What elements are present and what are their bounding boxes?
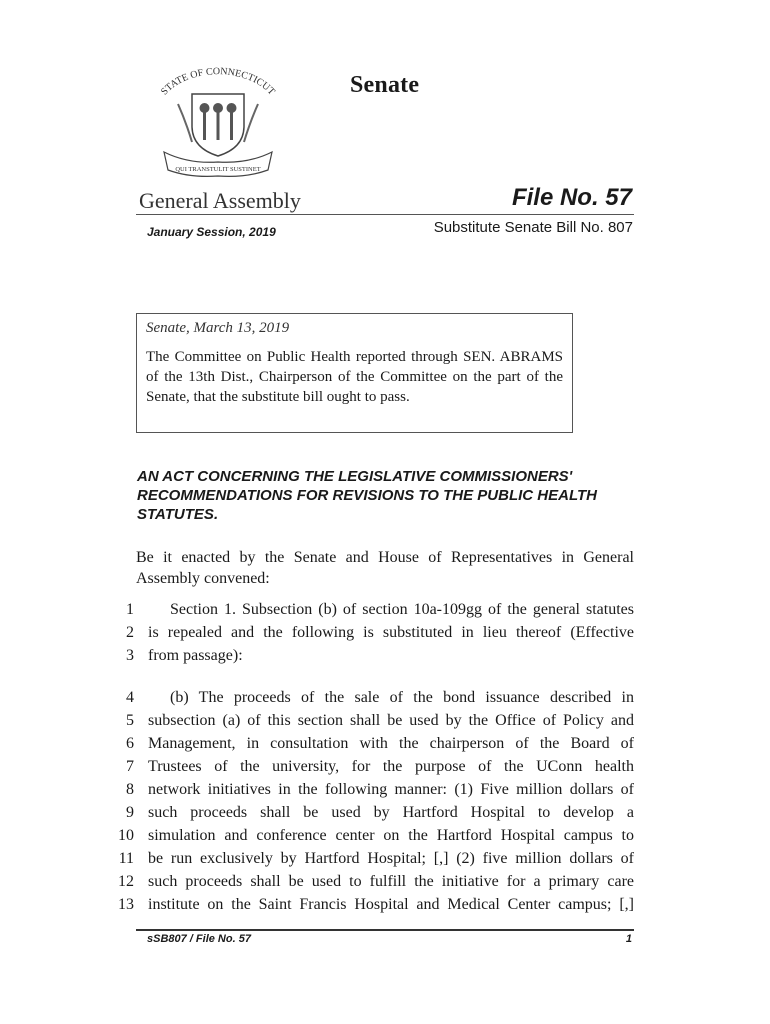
section-1-intro: [112, 598, 634, 667]
line-text: institute on the Saint Francis Hospital and Medical Center campus; [,]: [148, 896, 634, 913]
bill-line: [112, 755, 634, 778]
line-text: network initiatives in the following manner: (1) Five million dollars of: [148, 781, 634, 798]
line-number: 13: [118, 896, 134, 913]
seal-text-top: STATE OF CONNECTICUT: [159, 66, 277, 98]
bill-line: [112, 686, 634, 709]
session-label: January Session, 2019: [147, 225, 276, 239]
bill-line: [112, 824, 634, 847]
connecticut-seal-icon: [148, 64, 288, 182]
bill-line: [112, 598, 634, 621]
line-text: Section 1. Subsection (b) of section 10a-109gg of the general statutes: [170, 601, 634, 618]
bill-line: [112, 644, 634, 667]
line-text: is repealed and the following is substituted in lieu thereof (Effective: [148, 624, 634, 641]
committee-report-box: [136, 313, 573, 433]
file-number: File No. 57: [511, 184, 632, 211]
report-text: The Committee on Public Health reported through SEN. ABRAMS of the 13th Dist., Chairperson of the Committee on the part of the Senate, that the substitute bill ought to pass.: [146, 349, 563, 405]
line-number: 6: [126, 735, 134, 752]
line-number: 5: [126, 712, 134, 729]
bill-line: [112, 709, 634, 732]
line-number: 4: [126, 689, 134, 706]
seal-motto: QUI TRANSTULIT SUSTINET: [175, 166, 261, 173]
line-text: simulation and conference center on the Hartford Hospital campus to: [148, 827, 634, 844]
line-number: 1: [126, 601, 134, 618]
bill-line: [112, 778, 634, 801]
bill-line: [112, 621, 634, 644]
bill-line: [112, 801, 634, 824]
report-date: Senate, March 13, 2019: [146, 320, 290, 336]
header-divider: [136, 214, 634, 215]
act-title: AN ACT CONCERNING THE LEGISLATIVE COMMISSIONERS' RECOMMENDATIONS FOR REVISIONS TO THE PUBLIC HEALTH STATUTES.: [137, 468, 598, 523]
general-assembly-label: General Assembly: [139, 188, 301, 213]
chamber-title: Senate: [350, 72, 420, 98]
subsection-b: [112, 686, 634, 916]
line-number: 7: [126, 758, 134, 775]
line-number: 3: [126, 647, 134, 664]
line-number: 10: [118, 827, 134, 844]
line-text: subsection (a) of this section shall be used by the Office of Policy and: [148, 712, 634, 729]
bill-line: [112, 847, 634, 870]
line-text: Trustees of the university, for the purpose of the UConn health: [148, 758, 634, 775]
svg-text:STATE OF CONNECTICUT: [159, 66, 277, 97]
bill-line: [112, 732, 634, 755]
footer-bill-reference: sSB807 / File No. 57: [147, 933, 251, 945]
line-text: such proceeds shall be used to fulfill the initiative for a primary care: [148, 873, 634, 890]
line-number: 2: [126, 624, 134, 641]
line-text: be run exclusively by Hartford Hospital; [,] (2) five million dollars of: [148, 850, 634, 867]
bill-line: [112, 893, 634, 916]
bill-number: Substitute Senate Bill No. 807: [433, 219, 633, 236]
line-text: such proceeds shall be used by Hartford Hospital to develop a: [148, 804, 634, 821]
footer-divider: [136, 929, 634, 931]
bill-line: [112, 870, 634, 893]
line-text: (b) The proceeds of the sale of the bond issuance described in: [170, 689, 634, 706]
line-text: Management, in consultation with the chairperson of the Board of: [148, 735, 634, 752]
state-seal: [148, 64, 288, 182]
line-number: 12: [118, 873, 134, 890]
page-number: 1: [625, 933, 632, 945]
line-number: 8: [126, 781, 134, 798]
line-number: 9: [126, 804, 134, 821]
line-number: 11: [118, 850, 134, 867]
line-text: from passage):: [148, 647, 243, 664]
enacting-clause: Be it enacted by the Senate and House of Representatives in General Assembly convened:: [136, 549, 634, 587]
